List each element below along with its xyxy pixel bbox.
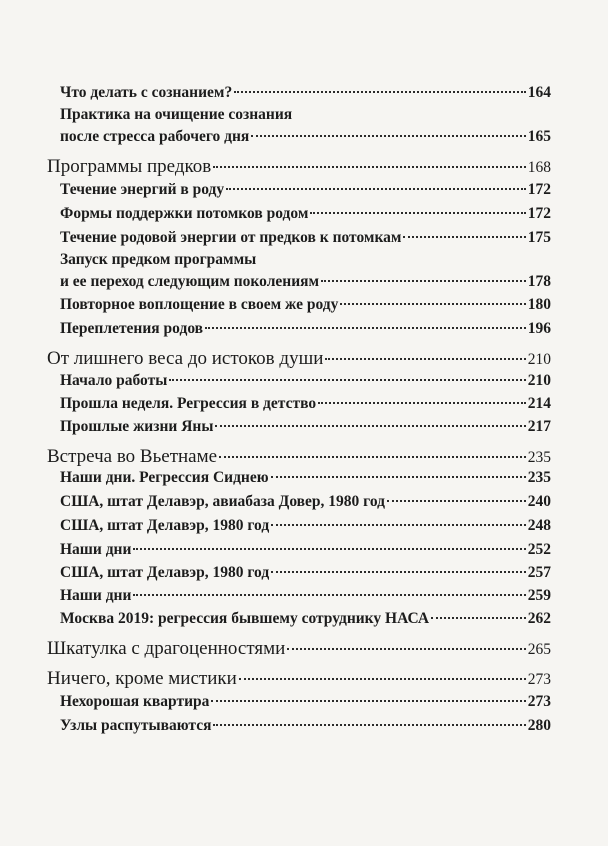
toc-entry-page: 273 bbox=[527, 693, 551, 710]
toc-entry-page: 210 bbox=[527, 372, 551, 389]
toc-entry-title: Наши дни bbox=[60, 587, 132, 604]
toc-entry-page: 257 bbox=[527, 564, 551, 581]
toc-entry bbox=[0, 541, 608, 559]
dot-leader bbox=[219, 456, 526, 458]
toc-entry bbox=[0, 320, 608, 338]
toc-entry-page: 196 bbox=[527, 320, 551, 337]
toc-entry bbox=[0, 469, 608, 487]
toc-entry-page: 175 bbox=[527, 229, 551, 246]
dot-leader bbox=[213, 724, 525, 726]
toc-entry bbox=[0, 84, 608, 102]
toc-entry bbox=[0, 610, 608, 628]
toc-entry-title: Начало работы bbox=[60, 372, 168, 389]
dot-leader bbox=[310, 212, 525, 214]
toc-entry-title: после стресса рабочего дня bbox=[60, 128, 250, 145]
toc-section bbox=[0, 668, 608, 690]
dot-leader bbox=[340, 303, 525, 305]
toc-entry-title: Течение энергий в роду bbox=[60, 181, 225, 198]
dot-leader bbox=[226, 188, 526, 190]
toc-entry bbox=[0, 273, 608, 291]
toc-section-page: 265 bbox=[527, 641, 551, 658]
dot-leader bbox=[239, 678, 526, 680]
toc-entry bbox=[0, 564, 608, 582]
toc-entry-page: 252 bbox=[527, 541, 551, 558]
dot-leader bbox=[234, 91, 526, 93]
toc-section-title: Шкатулка с драгоценностями bbox=[47, 638, 286, 659]
dot-leader bbox=[215, 425, 525, 427]
toc-section-title: Встреча во Вьетнаме bbox=[47, 446, 218, 467]
dot-leader bbox=[403, 236, 525, 238]
dot-leader bbox=[271, 571, 526, 573]
toc-entry-page: 172 bbox=[527, 181, 551, 198]
toc-entry-page: 172 bbox=[527, 205, 551, 222]
dot-leader bbox=[387, 500, 526, 502]
toc-section bbox=[0, 348, 608, 370]
toc-section-title: Ничего, кроме мистики bbox=[47, 668, 237, 689]
toc-entry-page: 214 bbox=[527, 395, 551, 412]
toc-entry-title: США, штат Делавэр, 1980 год bbox=[60, 564, 270, 581]
toc-entry-title: Переплетения родов bbox=[60, 320, 204, 337]
toc-entry-page: 259 bbox=[527, 587, 551, 604]
toc-entry bbox=[0, 296, 608, 314]
toc-entry bbox=[0, 418, 608, 436]
dot-leader bbox=[271, 524, 526, 526]
toc-entry-title: США, штат Делавэр, авиабаза Довер, 1980 год bbox=[60, 493, 385, 510]
toc-entry-page: 164 bbox=[527, 84, 551, 101]
toc-section-title: От лишнего веса до истоков души bbox=[47, 348, 324, 369]
toc-section-page: 235 bbox=[527, 449, 551, 466]
toc-entry-title: Что делать с сознанием? bbox=[60, 84, 233, 101]
dot-leader bbox=[325, 358, 525, 360]
toc-entry-title: Узлы распутываются bbox=[60, 717, 212, 734]
toc-entry-title: Прошлые жизни Яны bbox=[60, 418, 214, 435]
toc-entry-title: Москва 2019: регрессия бывшему сотруднику НАСА bbox=[60, 610, 430, 627]
toc-entry-title: Наши дни. Регрессия Сиднею bbox=[60, 469, 269, 486]
toc-section bbox=[0, 446, 608, 468]
dot-leader bbox=[251, 135, 525, 137]
dot-leader bbox=[205, 327, 526, 329]
dot-leader bbox=[318, 402, 526, 404]
dot-leader bbox=[213, 166, 525, 168]
toc-entry bbox=[0, 205, 608, 223]
toc-entry-page: 280 bbox=[527, 717, 551, 734]
toc-entry bbox=[0, 395, 608, 413]
toc-entry-title: Нехорошая квартира bbox=[60, 693, 210, 710]
toc-entry bbox=[0, 693, 608, 711]
dot-leader bbox=[211, 700, 525, 702]
toc-entry-page: 165 bbox=[527, 128, 551, 145]
toc-entry-title: и ее переход следующим поколениям bbox=[60, 273, 320, 290]
toc-entry-title: США, штат Делавэр, 1980 год bbox=[60, 517, 270, 534]
toc-section-page: 273 bbox=[527, 671, 551, 688]
toc-entry-page: 180 bbox=[527, 296, 551, 313]
toc-entry-title: Практика на очищение сознания bbox=[60, 106, 293, 123]
toc-entry-page: 262 bbox=[527, 610, 551, 627]
toc-entry bbox=[0, 181, 608, 199]
toc-entry bbox=[0, 229, 608, 247]
dot-leader bbox=[169, 379, 525, 381]
toc-entry bbox=[0, 717, 608, 735]
dot-leader bbox=[431, 617, 526, 619]
toc-section bbox=[0, 156, 608, 178]
toc-section-title: Программы предков bbox=[47, 156, 212, 177]
toc-entry-page: 240 bbox=[527, 493, 551, 510]
toc-section-page: 210 bbox=[527, 351, 551, 368]
dot-leader bbox=[287, 648, 525, 650]
toc-section-page: 168 bbox=[527, 159, 551, 176]
toc-entry-title: Повторное воплощение в своем же роду bbox=[60, 296, 339, 313]
toc-entry-page: 217 bbox=[527, 418, 551, 435]
toc-entry-page: 235 bbox=[527, 469, 551, 486]
toc-entry-title: Прошла неделя. Регрессия в детство bbox=[60, 395, 317, 412]
toc-entry-title: Течение родовой энергии от предков к потомкам bbox=[60, 229, 402, 246]
toc-entry-title: Формы поддержки потомков родом bbox=[60, 205, 309, 222]
toc-entry-page: 248 bbox=[527, 517, 551, 534]
toc-entry bbox=[0, 372, 608, 390]
toc-entry-title: Запуск предком программы bbox=[60, 251, 257, 268]
toc-entry bbox=[0, 493, 608, 511]
toc-section bbox=[0, 638, 608, 660]
dot-leader bbox=[321, 280, 526, 282]
toc-entry bbox=[0, 587, 608, 605]
toc-entry-page: 178 bbox=[527, 273, 551, 290]
toc-entry bbox=[0, 517, 608, 535]
dot-leader bbox=[133, 548, 525, 550]
toc-entry-title: Наши дни bbox=[60, 541, 132, 558]
toc-entry bbox=[0, 128, 608, 146]
dot-leader bbox=[133, 594, 525, 596]
dot-leader bbox=[271, 476, 526, 478]
